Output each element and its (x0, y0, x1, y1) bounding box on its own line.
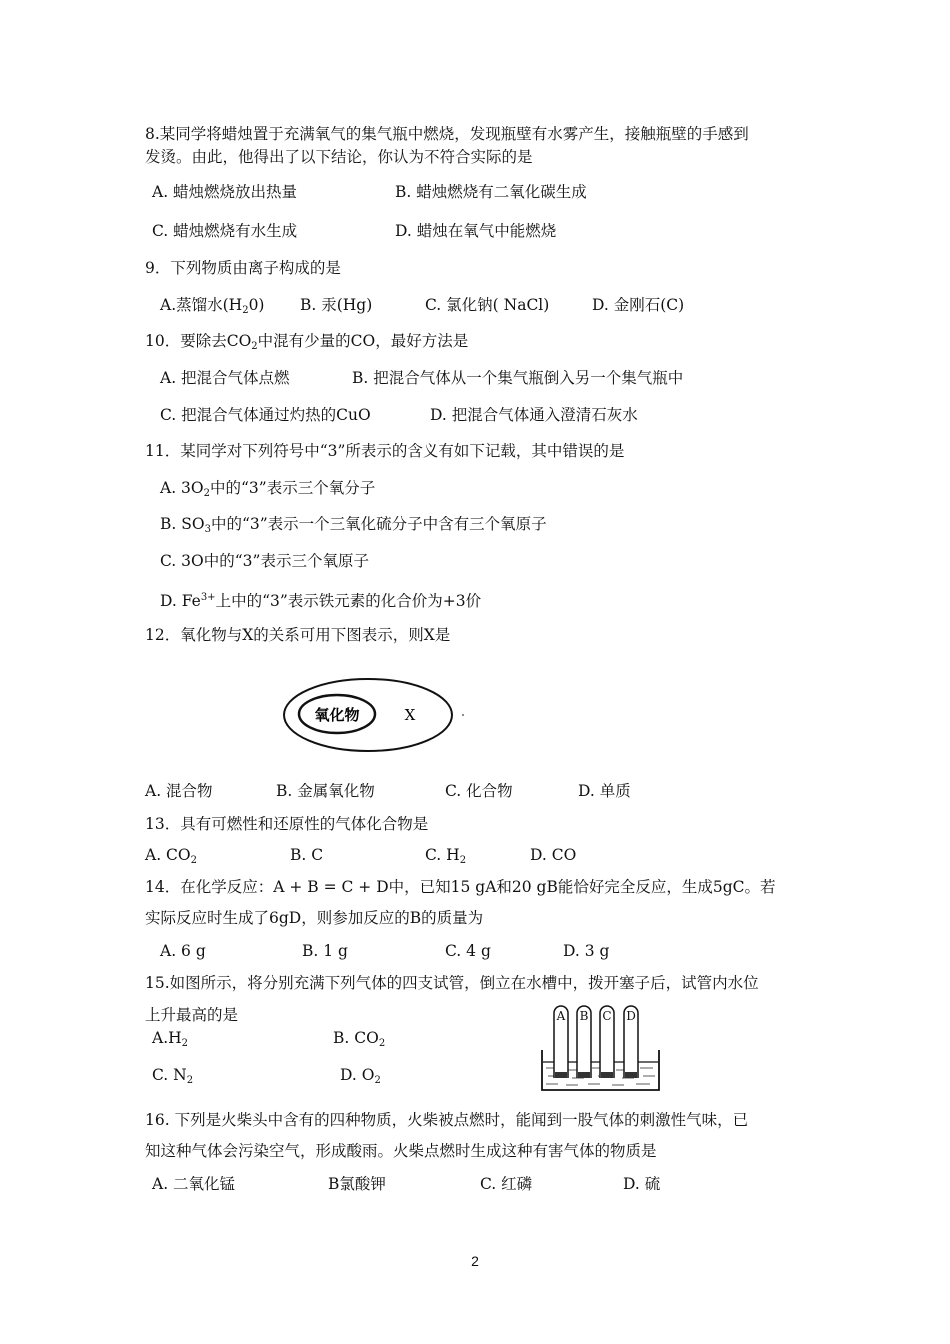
q15-option-b (333, 1028, 385, 1054)
q14-option-a: A. 6 g (160, 942, 206, 960)
q12-inner-label: 氧化物 (314, 706, 360, 724)
q15-c-sub: 2 (186, 1075, 194, 1086)
q8-option-d: D. 蜡烛在氧气中能燃烧 (395, 222, 557, 240)
q15-option-d (340, 1065, 381, 1091)
q15-tube-label-b: B (579, 1009, 589, 1023)
q10-stem-sub: 2 (251, 341, 258, 352)
q10-option-c: C. 把混合气体通过灼热的CuO (160, 406, 371, 424)
q15-test-tubes-diagram (538, 1004, 663, 1094)
q11-option-d (160, 588, 481, 611)
q12-option-b: B. 金属氧化物 (276, 782, 375, 800)
q13-option-a (145, 845, 197, 871)
q8-option-c: C. 蜡烛燃烧有水生成 (152, 222, 298, 240)
q11-d-sup: 3+ (200, 592, 216, 603)
q12-dot-mark (462, 714, 464, 716)
q16-stem-line2: 知这种气体会污染空气，形成酸雨。火柴点燃时生成这种有害气体的物质是 (145, 1142, 657, 1160)
q9-option-c: C. 氯化钠( NaCl) (425, 296, 550, 314)
q12-stem: 12．氧化物与X的关系可用下图表示，则X是 (145, 626, 451, 644)
q10-stem-text-end: 中混有少量的CO，最好方法是 (257, 332, 469, 350)
q11-option-b (160, 514, 547, 540)
q9-stem: 9．下列物质由离子构成的是 (145, 259, 341, 277)
q11-d-text: D. Fe (160, 592, 201, 610)
q13-c-sub: 2 (459, 855, 467, 866)
q11-a-text: A. 3O (160, 479, 204, 497)
q14-option-d: D. 3 g (563, 942, 610, 960)
q9-a-text-end: 0) (248, 296, 265, 314)
q15-a-text: A.H (152, 1029, 182, 1047)
q15-tube-label-d: D (626, 1009, 636, 1023)
q10-option-b: B. 把混合气体从一个集气瓶倒入另一个集气瓶中 (352, 369, 684, 387)
q14-option-c: C. 4 g (445, 942, 491, 960)
q15-a-sub: 2 (181, 1038, 189, 1049)
q16-option-d: D. 硫 (623, 1175, 661, 1193)
q15-option-a (152, 1028, 188, 1054)
q15-tube-label-a: A (556, 1009, 566, 1023)
q8-stem-line2: 发烫。由此，他得出了以下结论，你认为不符合实际的是 (145, 148, 533, 166)
q10-stem-text: 10．要除去CO (145, 332, 252, 350)
q11-a-sub: 2 (203, 488, 210, 499)
q15-d-text: D. O (340, 1066, 375, 1084)
q11-b-text-end: 中的“3”表示一个三氧化硫分子中含有三个氧原子 (210, 515, 547, 533)
q10-option-a: A. 把混合气体点燃 (160, 369, 290, 387)
q13-stem: 13．具有可燃性和还原性的气体化合物是 (145, 815, 429, 833)
q10-stem (145, 331, 468, 357)
q9-option-a (160, 295, 264, 321)
q16-option-a: A. 二氧化锰 (152, 1175, 236, 1193)
q14-stem-line1: 14．在化学反应：A + B = C + D中，已知15 gA和20 gB能恰好完全反应，生成5gC。若 (145, 878, 776, 896)
q15-b-text: B. CO (333, 1029, 379, 1047)
q13-option-d: D. CO (530, 846, 577, 864)
q12-outer-label: X (404, 706, 416, 724)
q13-c-text: C. H (425, 846, 460, 864)
q11-stem: 11．某同学对下列符号中“3”所表示的含义有如下记载，其中错误的是 (145, 442, 625, 460)
q11-b-sub: 3 (204, 524, 211, 535)
q15-tube-label-c: C (602, 1009, 612, 1023)
q13-a-sub: 2 (190, 855, 197, 866)
q8-option-a: A. 蜡烛燃烧放出热量 (152, 183, 298, 201)
q15-b-sub: 2 (378, 1038, 386, 1049)
q15-d-sub: 2 (374, 1075, 381, 1086)
q13-option-c (425, 845, 466, 871)
q15-stem-line1: 15.如图所示，将分别充满下列气体的四支试管，倒立在水槽中，拨开塞子后，试管内水位 (145, 974, 759, 992)
q13-a-text: A. CO (145, 846, 191, 864)
q10-option-d: D. 把混合气体通入澄清石灰水 (430, 406, 638, 424)
q12-option-c: C. 化合物 (445, 782, 513, 800)
q11-option-c: C. 3O中的“3”表示三个氧原子 (160, 552, 369, 570)
q8-stem-line1: 8.某同学将蜡烛置于充满氧气的集气瓶中燃烧，发现瓶壁有水雾产生，接触瓶壁的手感到 (145, 125, 749, 143)
q11-b-text: B. SO (160, 515, 205, 533)
q9-option-b: B. 汞(Hg) (300, 296, 373, 314)
page-number: 2 (471, 1253, 479, 1269)
q12-venn-diagram (280, 675, 470, 755)
q16-option-b: B氯酸钾 (328, 1175, 386, 1193)
q15-stem-line2: 上升最高的是 (145, 1006, 239, 1024)
q15-option-c (152, 1065, 193, 1091)
q14-stem-line2: 实际反应时生成了6gD，则参加反应的B的质量为 (145, 909, 484, 927)
q11-a-text-end: 中的“3”表示三个氧分子 (210, 479, 376, 497)
q12-outer-ellipse (284, 679, 452, 751)
q14-option-b: B. 1 g (302, 942, 348, 960)
q11-d-text-end: 上中的“3”表示铁元素的化合价为+3价 (215, 592, 482, 610)
q11-option-a (160, 478, 375, 504)
q9-a-text: A.蒸馏水(H (160, 296, 243, 314)
q12-option-a: A. 混合物 (145, 782, 213, 800)
q8-option-b: B. 蜡烛燃烧有二氧化碳生成 (395, 183, 587, 201)
q15-c-text: C. N (152, 1066, 187, 1084)
q9-option-d: D. 金刚石(C) (592, 296, 685, 314)
q9-a-sub: 2 (242, 305, 249, 316)
q12-option-d: D. 单质 (578, 782, 631, 800)
q13-option-b: B. C (290, 846, 324, 864)
q16-stem-line1: 16. 下列是火柴头中含有的四种物质，火柴被点燃时，能闻到一股气体的刺激性气味，已 (145, 1111, 749, 1129)
q16-option-c: C. 红磷 (480, 1175, 533, 1193)
